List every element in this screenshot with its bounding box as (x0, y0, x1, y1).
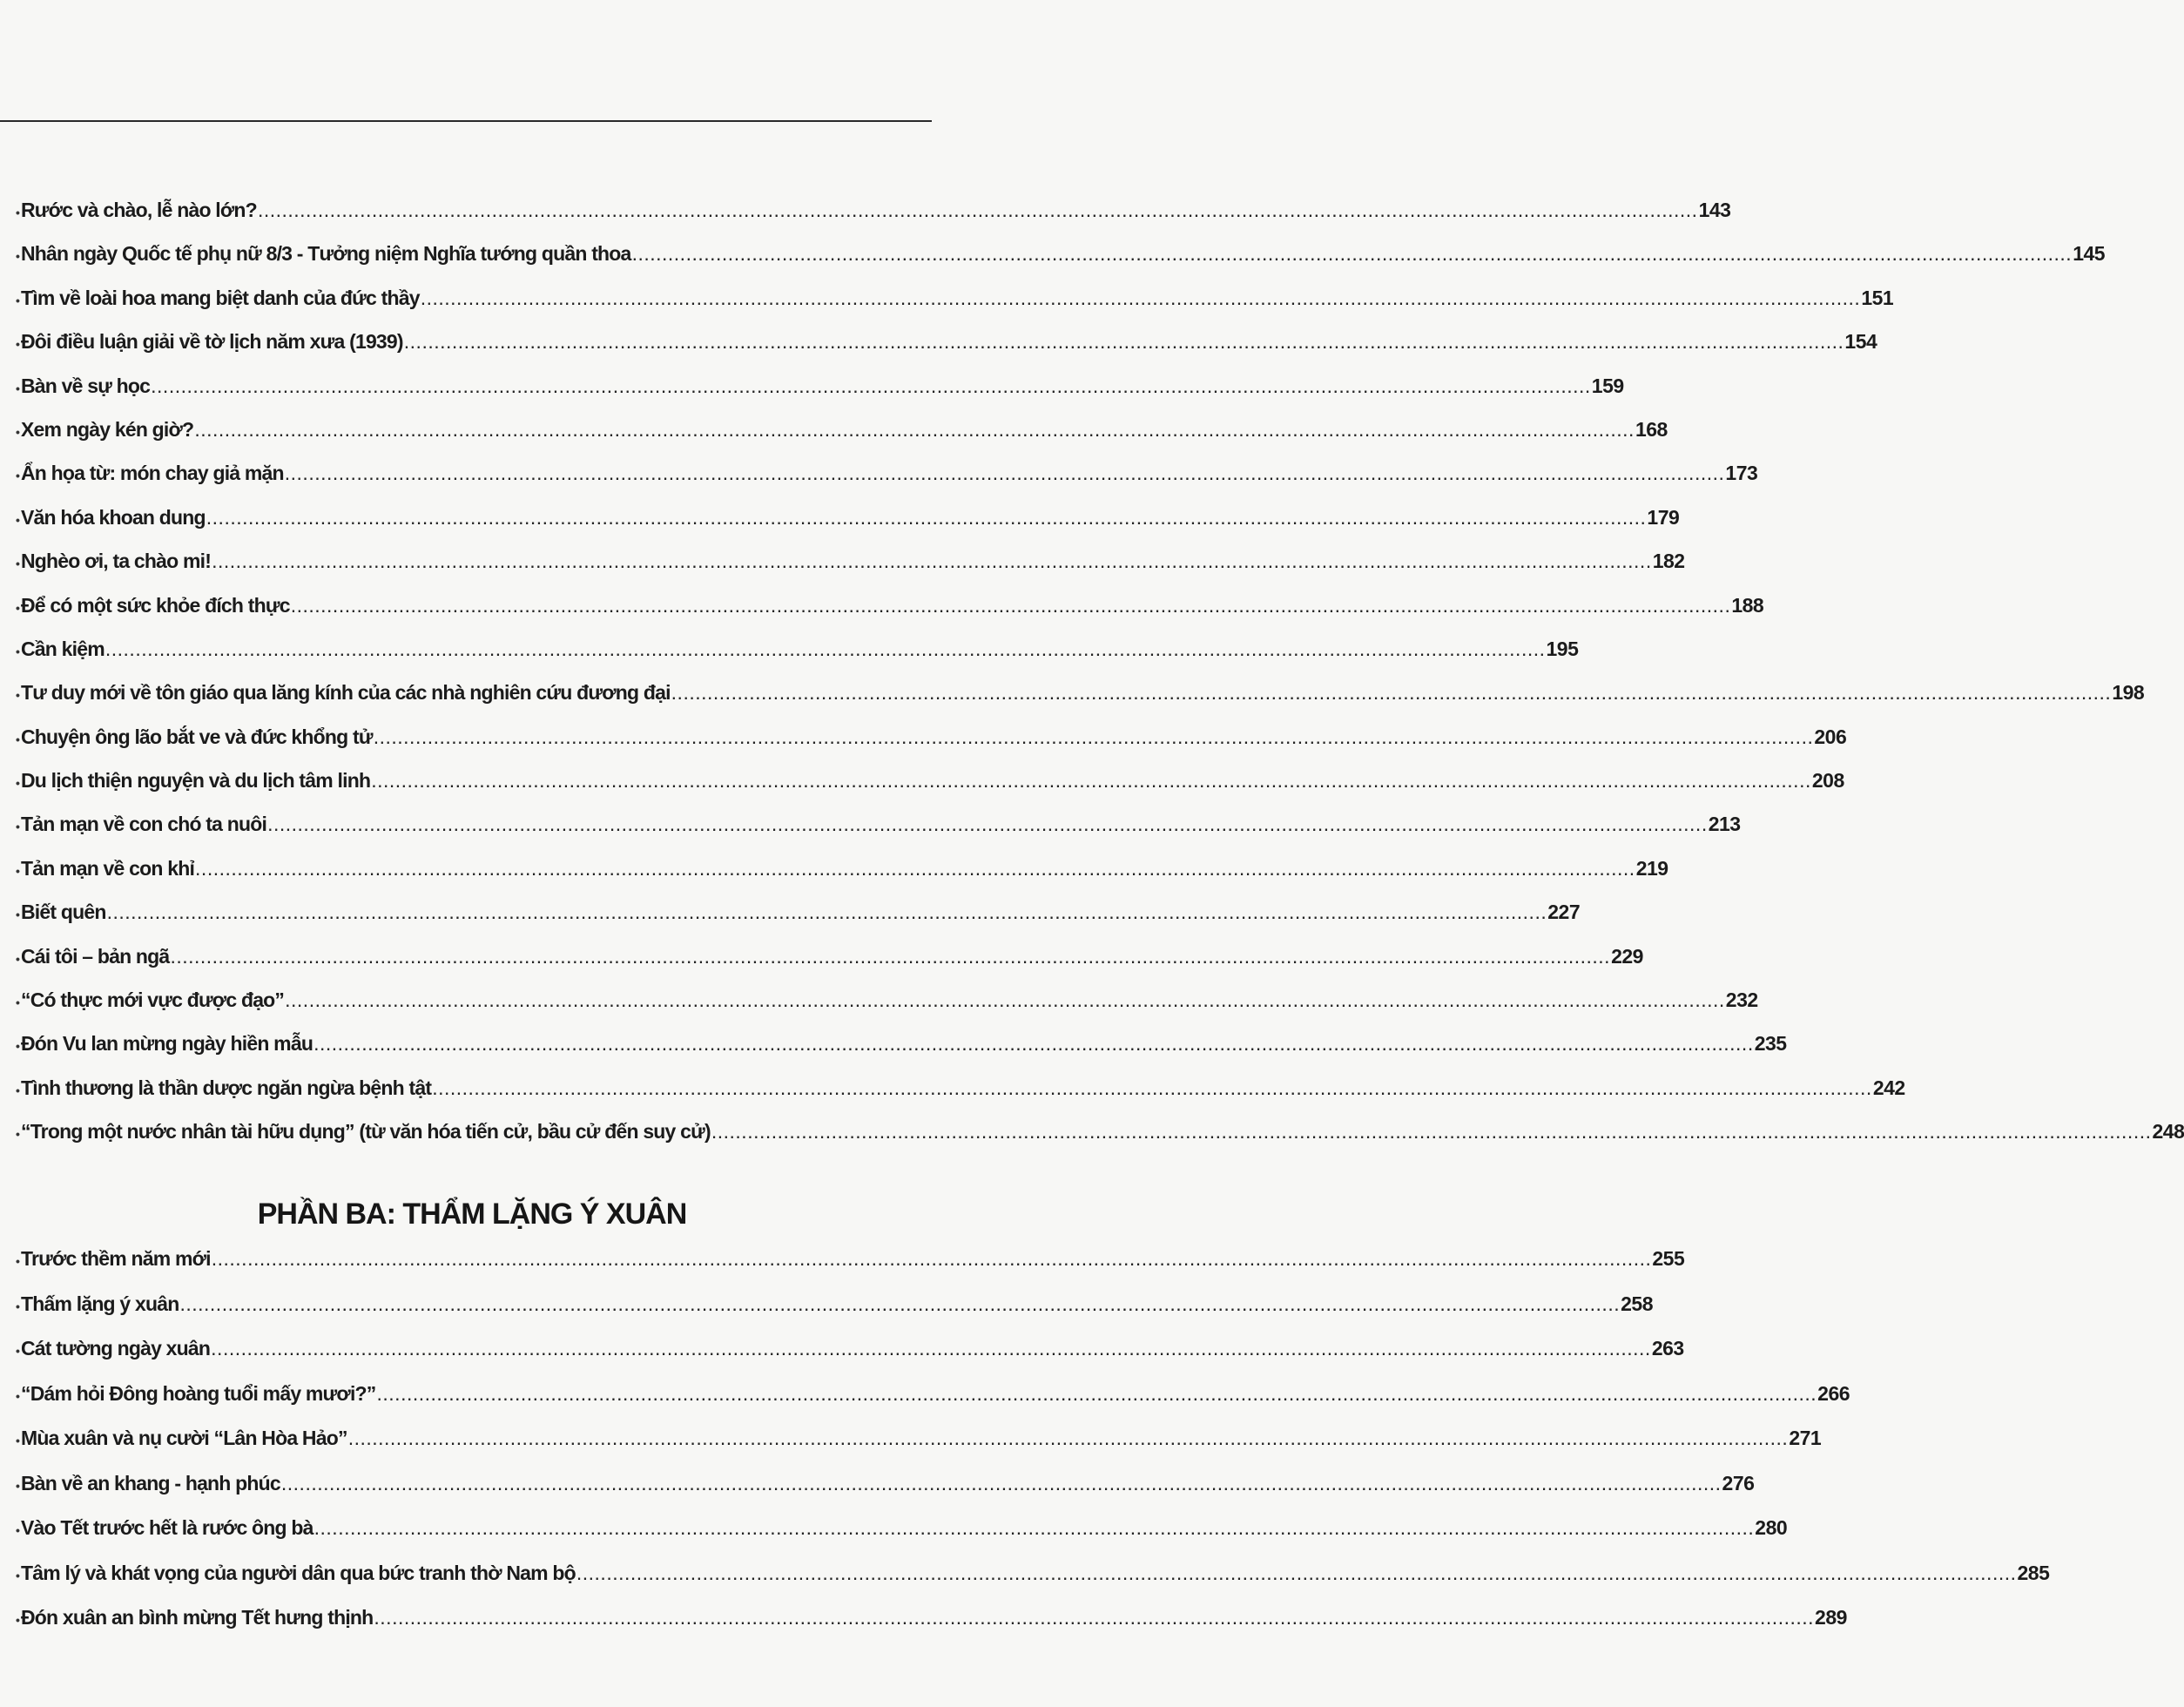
dot-leader (258, 199, 1698, 222)
bullet-mark: • (16, 688, 20, 703)
toc-entry-title: Cái tôi – bản ngã (21, 944, 170, 968)
toc-entry[interactable] (16, 1516, 1788, 1562)
toc-entry[interactable] (16, 593, 1764, 638)
toc-entry-page-number: 280 (1755, 1516, 1788, 1539)
dot-leader (206, 506, 1647, 530)
toc-entry-page-number: 188 (1731, 593, 1764, 617)
top-rule (0, 120, 932, 122)
toc-entry-title: Rước và chào, lễ nào lớn? (21, 199, 257, 221)
bullet-mark: • (16, 1478, 20, 1493)
dot-leader (377, 1382, 1817, 1406)
toc-entry-title: Mùa xuân và nụ cười “Lân Hòa Hảo” (21, 1427, 347, 1449)
bullet-mark: • (16, 424, 20, 439)
dot-leader (313, 1032, 1754, 1056)
bullet-mark: • (16, 512, 20, 527)
dot-leader (285, 462, 1725, 485)
toc-entry-page-number: 232 (1725, 988, 1758, 1012)
toc-entry-page-number: 219 (1635, 856, 1668, 880)
dot-leader (348, 1427, 1789, 1450)
toc-entry-title: Đón xuân an bình mừng Tết hưng thịnh (21, 1606, 374, 1629)
dot-leader (194, 418, 1635, 442)
toc-entry[interactable] (16, 1032, 1787, 1076)
bullet-mark: • (16, 732, 20, 746)
toc-entry[interactable] (16, 1471, 1755, 1517)
toc-entry-page-number: 213 (1708, 813, 1741, 836)
toc-entry[interactable] (16, 1076, 1905, 1120)
toc-entry-title: “Dám hỏi Đông hoàng tuổi mấy mươi?” (21, 1381, 376, 1405)
toc-entry[interactable] (16, 1292, 1653, 1338)
toc-entry-title: Cát tường ngày xuân (21, 1337, 211, 1360)
toc-entry[interactable] (16, 242, 2106, 286)
toc-entry[interactable] (16, 462, 1758, 505)
toc-entry-title: Ẩn họa từ: món chay giả mặn (21, 462, 284, 485)
toc-entry-title: “Có thực mới vực được đạo” (21, 988, 285, 1012)
toc-entry[interactable] (16, 681, 2145, 725)
toc-entry[interactable] (16, 901, 1581, 944)
toc-entry[interactable] (16, 725, 1847, 769)
toc-entry-title: Để có một sức khỏe đích thực (21, 593, 290, 617)
dot-leader (671, 681, 2112, 705)
dot-leader (711, 1120, 2152, 1144)
dot-leader (374, 725, 1814, 749)
toc-entry-page-number: 235 (1754, 1032, 1787, 1056)
toc-entry-page-number: 276 (1722, 1471, 1755, 1494)
toc-entry-page-number: 285 (2017, 1561, 2050, 1584)
bullet-mark: • (16, 907, 20, 922)
toc-entry-title: Bàn về sự học (21, 374, 151, 397)
bullet-mark: • (16, 1299, 20, 1313)
bullet-mark: • (16, 1613, 20, 1627)
toc-entry[interactable] (16, 330, 1877, 374)
toc-entry-page-number: 255 (1652, 1247, 1685, 1270)
toc-list-part-two (16, 199, 2184, 1164)
toc-entry-title: Vào Tết trước hết là rước ông bà (21, 1516, 313, 1539)
toc-entry[interactable] (16, 1606, 1847, 1651)
toc-entry[interactable] (16, 944, 1643, 988)
toc-entry-title: Tâm lý và khát vọng của người dân qua bức tranh thờ Nam bộ (21, 1561, 576, 1584)
dot-leader (179, 1292, 1620, 1316)
toc-entry[interactable] (16, 988, 1758, 1032)
toc-entry-page-number: 248 (2152, 1120, 2184, 1144)
toc-entry-page-number: 154 (1844, 330, 1877, 354)
bullet-mark: • (16, 1254, 20, 1268)
bullet-mark: • (16, 1344, 20, 1358)
toc-entry[interactable] (16, 1337, 1684, 1382)
dot-leader (314, 1516, 1755, 1540)
toc-entry[interactable] (16, 374, 1624, 418)
dot-leader (432, 1076, 1872, 1100)
toc-entry-title: Xem ngày kén giờ? (21, 417, 194, 441)
toc-entry-title: Đôi điều luận giải về tờ lịch năm xưa (1939) (21, 330, 403, 354)
toc-entry[interactable] (16, 1561, 2050, 1607)
toc-entry-page-number: 208 (1811, 769, 1844, 793)
bullet-mark: • (16, 600, 20, 615)
bullet-mark: • (16, 206, 20, 219)
bullet-mark: • (16, 1083, 20, 1097)
toc-entry-page-number: 206 (1814, 725, 1847, 748)
bullet-mark: • (16, 1434, 20, 1447)
toc-entry[interactable] (16, 1120, 2184, 1164)
toc-entry-page-number: 143 (1698, 199, 1731, 221)
toc-entry-title: Thấm lặng ý xuân (21, 1292, 179, 1315)
bullet-mark: • (16, 1523, 20, 1537)
dot-leader (212, 550, 1652, 573)
toc-entry-title: Nhân ngày Quốc tế phụ nữ 8/3 - Tưởng niệm Nghĩa tướng quần thoa (21, 242, 631, 266)
dot-leader (195, 857, 1635, 880)
dot-leader (281, 1472, 1722, 1495)
toc-entry-title: Nghèo ơi, ta chào mi! (21, 550, 212, 573)
toc-entry-title: Tư duy mới về tôn giáo qua lăng kính của các nhà nghiên cứu đương đại (21, 681, 671, 705)
bullet-mark: • (16, 1568, 20, 1582)
toc-entry[interactable] (16, 286, 1894, 330)
toc-entry-title: Tản mạn về con chó ta nuôi (21, 813, 267, 836)
dot-leader (371, 769, 1811, 793)
toc-entry-title: Du lịch thiện nguyện và du lịch tâm linh (21, 769, 371, 793)
bullet-mark: • (16, 293, 20, 307)
toc-entry-title: Chuyện ông lão bắt ve và đức khổng tử (21, 725, 373, 748)
dot-leader (151, 374, 1591, 398)
dot-leader (170, 945, 1610, 968)
toc-entry-page-number: 271 (1789, 1427, 1822, 1449)
toc-entry[interactable] (16, 550, 1685, 593)
toc-entry[interactable] (16, 769, 1844, 813)
toc-entry-page-number: 173 (1725, 462, 1758, 485)
toc-entry-page-number: 198 (2112, 681, 2145, 705)
toc-entry[interactable] (16, 1247, 1685, 1292)
dot-leader (374, 1606, 1814, 1629)
toc-entry-page-number: 227 (1547, 901, 1581, 924)
dot-leader (267, 813, 1708, 836)
section-heading-part-three: PHẦN BA: THẨM LẶNG Ý XUÂN (257, 1198, 687, 1231)
toc-entry-page-number: 151 (1861, 286, 1894, 309)
toc-list-part-three (16, 1247, 2050, 1651)
toc-entry-page-number: 179 (1647, 505, 1680, 529)
toc-entry[interactable] (16, 505, 1680, 550)
toc-entry-title: Đón Vu lan mừng ngày hiền mẫu (21, 1032, 313, 1056)
toc-entry[interactable] (16, 1381, 1850, 1427)
dot-leader (212, 1247, 1652, 1271)
bullet-mark: • (16, 1127, 20, 1142)
toc-entry-title: Văn hóa khoan dung (21, 505, 206, 529)
dot-leader (576, 1562, 2017, 1585)
bullet-mark: • (16, 1388, 20, 1403)
bullet-mark: • (16, 249, 20, 264)
dot-leader (421, 287, 1861, 310)
toc-entry-page-number: 168 (1635, 417, 1668, 441)
bullet-mark: • (16, 644, 20, 658)
toc-entry-page-number: 258 (1621, 1292, 1653, 1315)
toc-entry[interactable] (16, 1427, 1822, 1472)
toc-entry-title: “Trong một nước nhân tài hữu dụng” (từ văn hóa tiến cử, bầu cử đến suy cử) (21, 1120, 711, 1144)
toc-entry-page-number: 145 (2073, 242, 2106, 266)
bullet-mark: • (16, 1039, 20, 1054)
dot-leader (404, 330, 1844, 354)
toc-entry-page-number: 266 (1817, 1381, 1850, 1405)
bullet-mark: • (16, 951, 20, 966)
toc-entry-page-number: 289 (1815, 1606, 1847, 1629)
bullet-mark: • (16, 469, 20, 483)
bullet-mark: • (16, 381, 20, 395)
bullet-mark: • (16, 863, 20, 878)
toc-entry-page-number: 182 (1652, 550, 1685, 573)
toc-entry[interactable] (16, 856, 1668, 901)
toc-entry-page-number: 242 (1872, 1076, 1905, 1099)
bullet-mark: • (16, 995, 20, 1010)
dot-leader (632, 242, 2073, 266)
toc-entry-title: Cần kiệm (21, 637, 104, 660)
dot-leader (105, 638, 1546, 661)
toc-entry[interactable] (16, 637, 1579, 681)
toc-entry-title: Trước thềm năm mới (21, 1247, 211, 1270)
bullet-mark: • (16, 776, 20, 791)
toc-entry-page-number: 195 (1546, 637, 1579, 660)
toc-entry[interactable] (16, 813, 1741, 856)
bullet-mark: • (16, 337, 20, 352)
toc-entry-page-number: 229 (1611, 944, 1643, 968)
bullet-mark: • (16, 557, 20, 571)
toc-entry[interactable] (16, 199, 1731, 242)
toc-entry-title: Biết quên (21, 901, 106, 924)
toc-entry-title: Bàn về an khang - hạnh phúc (21, 1471, 280, 1494)
bullet-mark: • (16, 820, 20, 834)
toc-entry-title: Tìm về loài hoa mang biệt danh của đức thầy (21, 286, 420, 309)
dot-leader (285, 988, 1725, 1012)
dot-leader (291, 594, 1731, 617)
toc-entry-page-number: 263 (1651, 1337, 1684, 1360)
toc-entry-page-number: 159 (1591, 374, 1624, 397)
toc-entry[interactable] (16, 417, 1668, 462)
toc-entry-title: Tản mạn về con khỉ (21, 856, 195, 880)
dot-leader (211, 1337, 1651, 1360)
dot-leader (107, 901, 1547, 924)
toc-entry-title: Tình thương là thần dược ngăn ngừa bệnh tật (21, 1076, 432, 1099)
